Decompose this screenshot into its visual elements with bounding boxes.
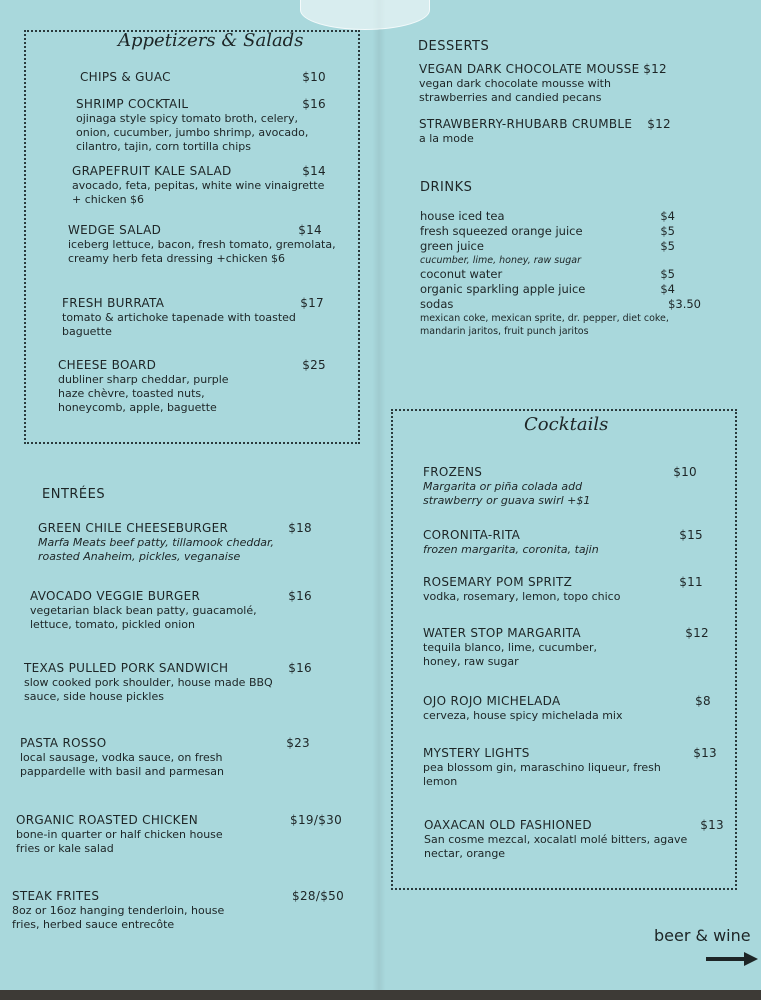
menu-item: AVOCADO VEGGIE BURGER $16 vegetarian black bean patty, guacamolé, lettuce, tomato, pickled onion bbox=[30, 589, 312, 631]
arrow-right-icon bbox=[706, 952, 758, 966]
menu-item: MYSTERY LIGHTS $13 pea blossom gin, maraschino liqueur, fresh lemon bbox=[423, 746, 717, 788]
menu-item: WEDGE SALAD $14 iceberg lettuce, bacon, fresh tomato, gremolata, creamy herb feta dressing +chicken $6 bbox=[68, 223, 336, 265]
list-item: fresh squeezed orange juice $5 bbox=[420, 224, 675, 238]
list-item: sodas $3.50 bbox=[420, 297, 701, 311]
menu-item: PASTA ROSSO $23 local sausage, vodka sauce, on fresh pappardelle with basil and parmesan bbox=[20, 736, 310, 778]
menu-item: STRAWBERRY-RHUBARB CRUMBLE $12 a la mode bbox=[419, 117, 671, 145]
list-item: house iced tea $4 bbox=[420, 209, 675, 223]
drink-description: cucumber, lime, honey, raw sugar bbox=[420, 255, 581, 266]
cocktails-title: Cocktails bbox=[524, 414, 609, 435]
desserts-heading: DESSERTS bbox=[418, 39, 490, 54]
menu-item: OAXACAN OLD FASHIONED $13 San cosme mezcal, xocalatl molé bitters, agave nectar, orange bbox=[424, 818, 724, 860]
menu-item: GREEN CHILE CHEESEBURGER $18 Marfa Meats beef patty, tillamook cheddar, roasted Anaheim, pickles, veganaise bbox=[38, 521, 312, 563]
menu-item: WATER STOP MARGARITA $12 tequila blanco, lime, cucumber, honey, raw sugar bbox=[423, 626, 709, 668]
menu-item: CORONITA-RITA $15 frozen margarita, coronita, tajin bbox=[423, 528, 703, 556]
list-item: organic sparkling apple juice $4 bbox=[420, 282, 675, 296]
menu-item: OJO ROJO MICHELADA $8 cerveza, house spicy michelada mix bbox=[423, 694, 711, 722]
menu-item: FRESH BURRATA $17 tomato & artichoke tapenade with toasted baguette bbox=[62, 296, 324, 338]
drinks-heading: DRINKS bbox=[420, 180, 473, 195]
drinks-list bbox=[420, 209, 701, 338]
menu-item: CHIPS & GUAC $10 bbox=[80, 70, 326, 84]
menu-item: CHEESE BOARD $25 dubliner sharp cheddar, purple haze chèvre, toasted nuts, honeycomb, apple, baguette bbox=[58, 358, 326, 414]
menu-item: SHRIMP COCKTAIL $16 ojinaga style spicy tomato broth, celery, onion, cucumber, jumbo shrimp, avocado, cilantro, tajin, corn tortilla chips bbox=[76, 97, 326, 153]
menu-item: ORGANIC ROASTED CHICKEN $19/$30 bone-in quarter or half chicken house fries or kale salad bbox=[16, 813, 342, 855]
list-item: green juice $5 bbox=[420, 239, 675, 253]
list-item: coconut water $5 bbox=[420, 267, 675, 281]
menu-item: VEGAN DARK CHOCOLATE MOUSSE $12 vegan dark chocolate mousse with strawberries and candied pecans bbox=[419, 62, 667, 104]
menu-item: STEAK FRITES $28/$50 8oz or 16oz hanging tenderloin, house fries, herbed sauce entrecôte bbox=[12, 889, 344, 931]
beer-wine-link: beer & wine bbox=[654, 926, 751, 945]
water-glass bbox=[300, 0, 430, 30]
menu-item: FROZENS $10 Margarita or piña colada add strawberry or guava swirl +$1 bbox=[423, 465, 697, 507]
entrees-heading: ENTRÉES bbox=[42, 487, 106, 502]
appetizers-title: Appetizers & Salads bbox=[118, 30, 304, 51]
menu-item: GRAPEFRUIT KALE SALAD $14 avocado, feta, pepitas, white wine vinaigrette + chicken $6 bbox=[72, 164, 326, 206]
drink-description: mexican coke, mexican sprite, dr. pepper, diet coke, mandarin jaritos, fruit punch jaritos bbox=[420, 313, 669, 337]
menu-item: ROSEMARY POM SPRITZ $11 vodka, rosemary, lemon, topo chico bbox=[423, 575, 703, 603]
page-fold bbox=[372, 0, 386, 990]
menu-item: TEXAS PULLED PORK SANDWICH $16 slow cooked pork shoulder, house made BBQ sauce, side house pickles bbox=[24, 661, 312, 703]
